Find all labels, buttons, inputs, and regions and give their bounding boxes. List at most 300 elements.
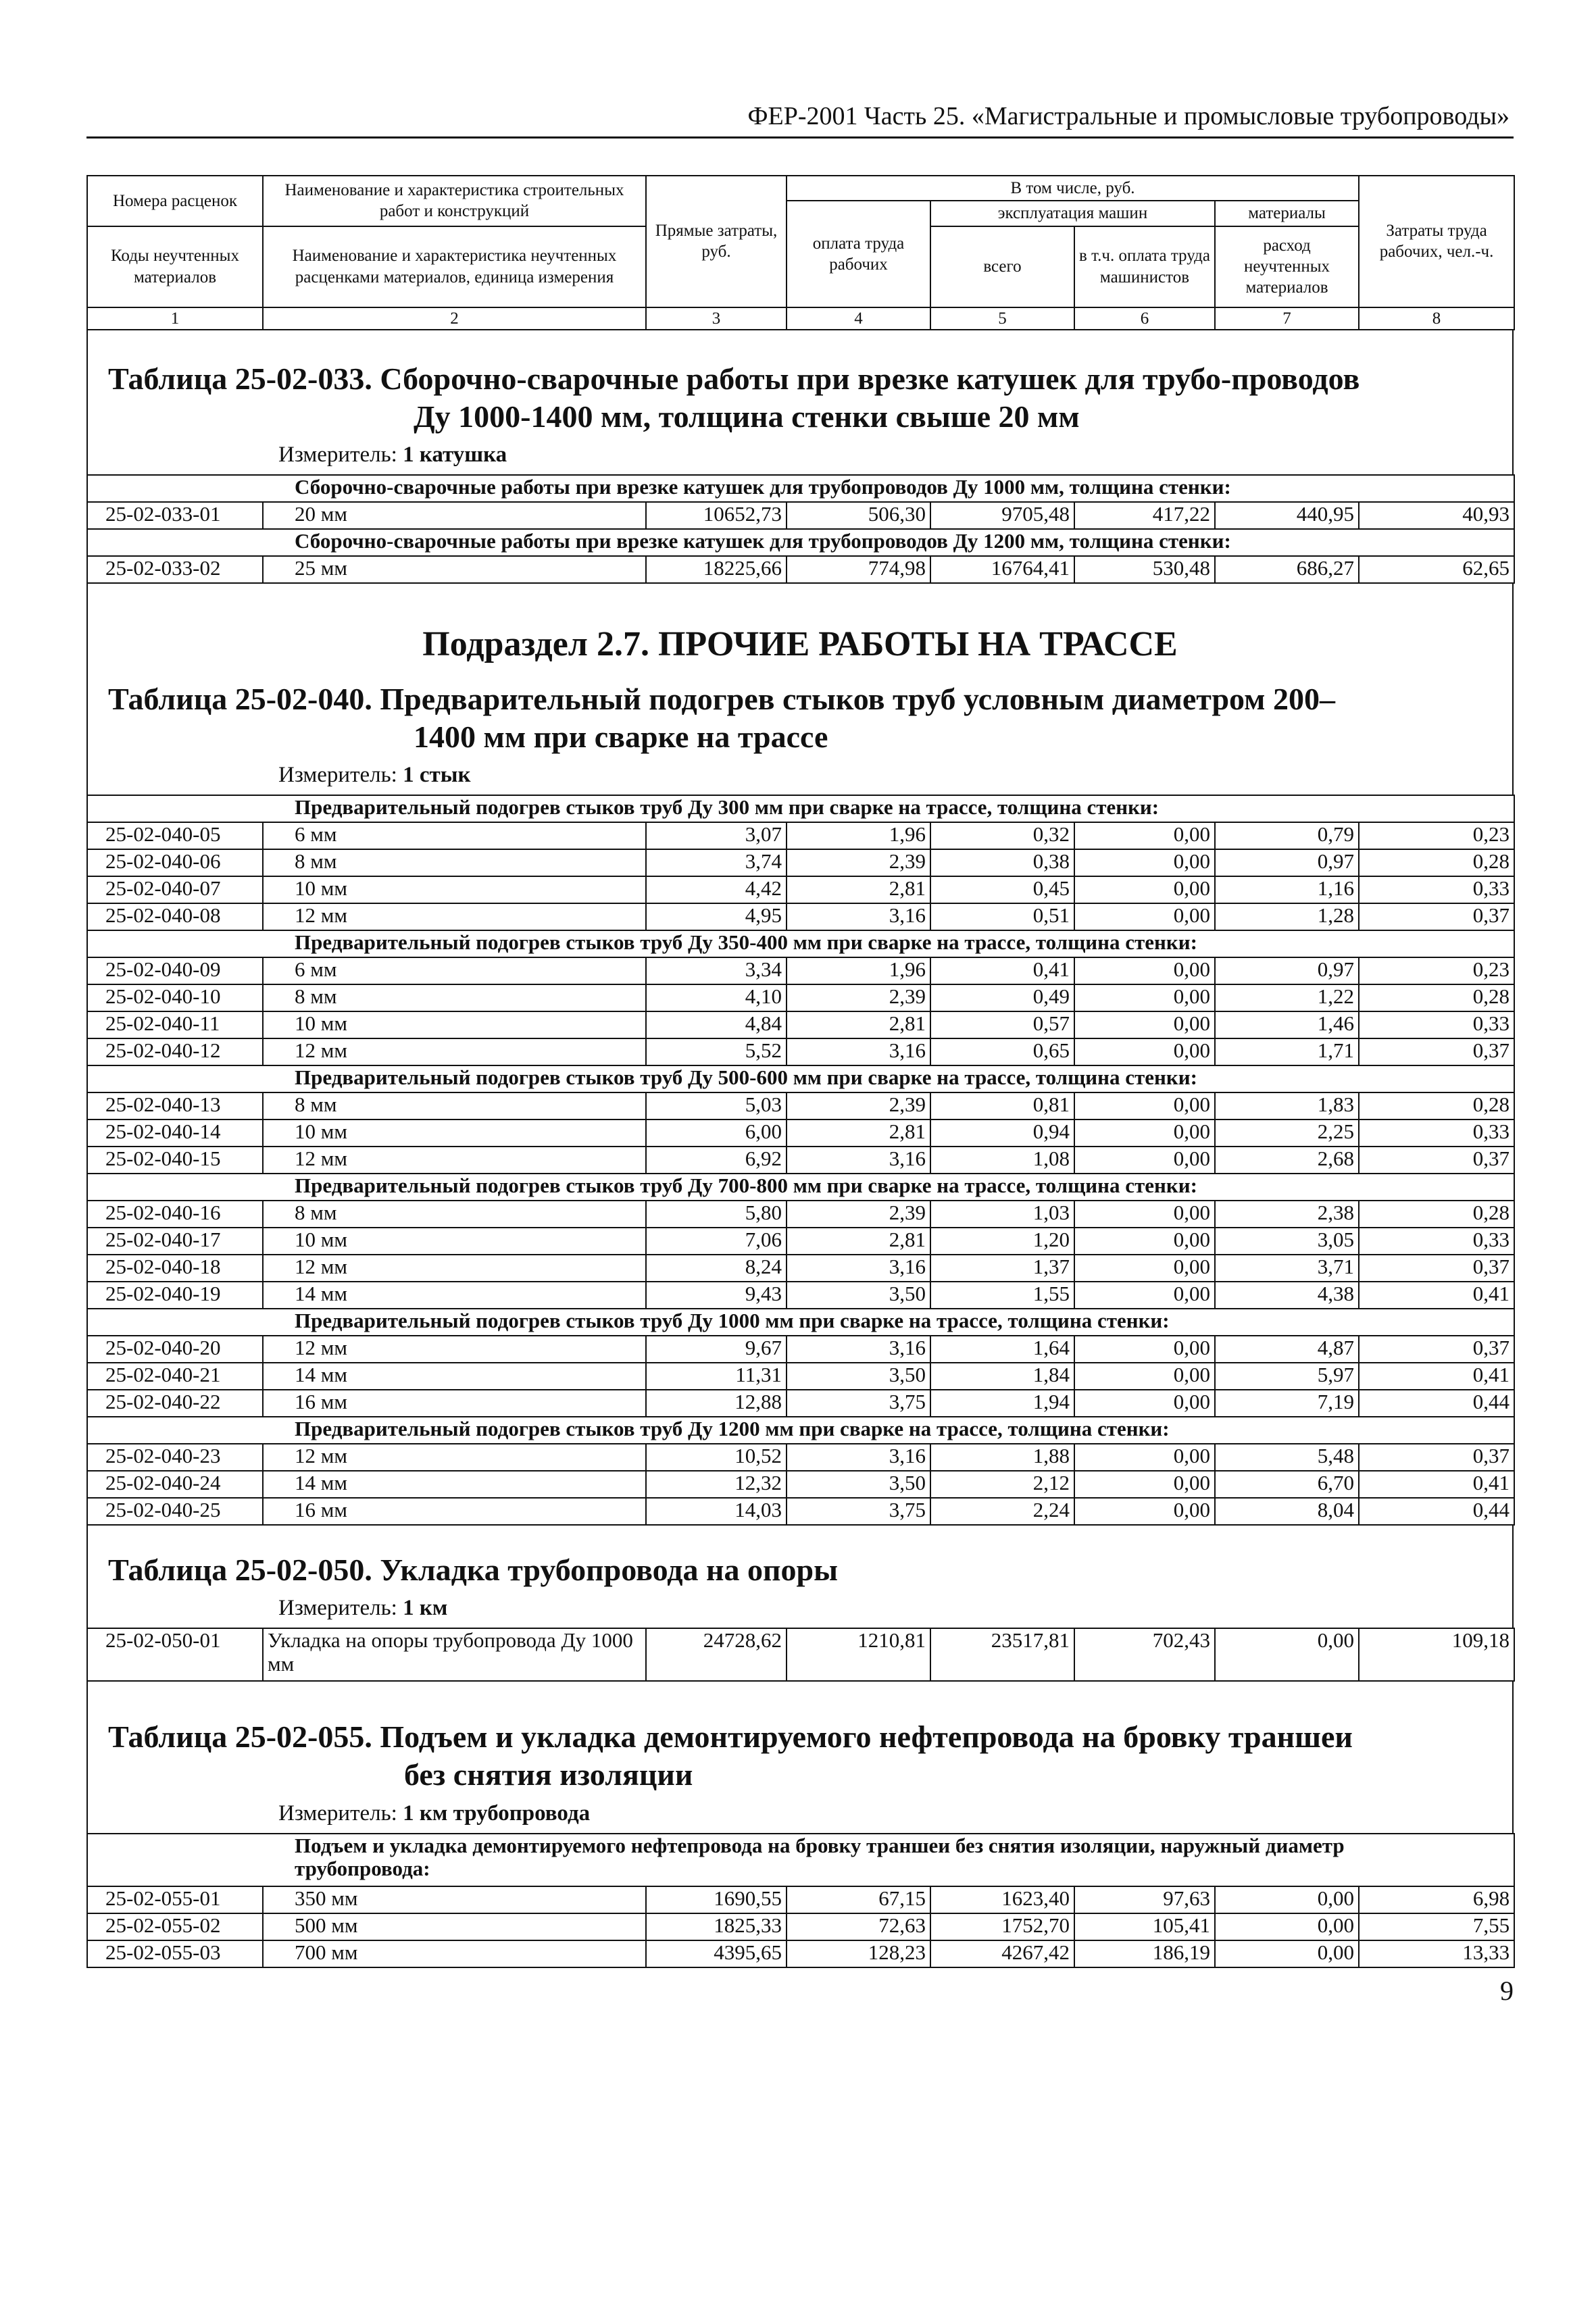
group-heading: Предварительный подогрев стыков труб Ду 300 мм при сварке на трассе, толщина стенки: [87,795,1514,822]
work-name: 12 мм [263,1038,646,1065]
machinists-pay: 0,00 [1074,1471,1215,1498]
materials: 6,70 [1215,1471,1359,1498]
machinists-pay: 0,00 [1074,876,1215,903]
rate-code: 25-02-040-05 [87,822,263,849]
direct-costs: 12,88 [646,1390,787,1417]
machinists-pay: 97,63 [1074,1886,1215,1913]
work-name: 6 мм [263,822,646,849]
labor-hours: 13,33 [1359,1940,1514,1967]
table-row [87,1390,1514,1417]
materials: 0,97 [1215,849,1359,876]
table-040-title-line2: 1400 мм при сварке на трассе [414,720,828,755]
rate-code: 25-02-055-01 [87,1886,263,1913]
page-number: 9 [1500,1975,1514,2006]
work-name: 8 мм [263,1092,646,1120]
rate-code: 25-02-040-19 [87,1282,263,1309]
work-name: 10 мм [263,1011,646,1038]
machinists-pay: 0,00 [1074,1038,1215,1065]
group-heading: Предварительный подогрев стыков труб Ду 700-800 мм при сварке на трассе, толщина стенки: [87,1174,1514,1201]
table-040 [86,795,1515,1526]
rate-code: 25-02-040-22 [87,1390,263,1417]
materials: 1,16 [1215,876,1359,903]
header-col3: Прямые затраты, руб. [646,176,787,307]
materials: 440,95 [1215,502,1359,529]
table-040-measure [88,756,1512,795]
table-row [87,502,1514,529]
materials: 2,38 [1215,1201,1359,1228]
machines-total: 2,12 [930,1471,1074,1498]
labor-pay: 3,50 [787,1282,930,1309]
rate-code: 25-02-040-12 [87,1038,263,1065]
table-033 [86,474,1515,584]
table-040-title [88,674,1512,756]
work-name: 12 мм [263,903,646,930]
machines-total: 4267,42 [930,1940,1074,1967]
machinists-pay: 0,00 [1074,849,1215,876]
header-group: В том числе, руб. [787,176,1359,201]
labor-pay: 1,96 [787,957,930,984]
measure-value: 1 стык [403,763,471,788]
direct-costs: 5,52 [646,1038,787,1065]
direct-costs: 14,03 [646,1498,787,1525]
machines-total: 1623,40 [930,1886,1074,1913]
labor-hours: 0,23 [1359,822,1514,849]
measure-label: Измеритель: [278,1596,403,1621]
table-row [87,1092,1514,1120]
labor-pay: 2,81 [787,1011,930,1038]
rate-code: 25-02-050-01 [87,1628,263,1681]
table-group-heading-row [87,1417,1514,1444]
rate-code: 25-02-040-24 [87,1471,263,1498]
measure-value: 1 катушка [403,442,507,467]
table-group-heading-row [87,795,1514,822]
direct-costs: 4,10 [646,984,787,1011]
table-row [87,1886,1514,1913]
direct-costs: 5,03 [646,1092,787,1120]
labor-hours: 6,98 [1359,1886,1514,1913]
machines-total: 1,37 [930,1255,1074,1282]
labor-hours: 0,33 [1359,1120,1514,1147]
labor-pay: 1,96 [787,822,930,849]
labor-pay: 2,39 [787,984,930,1011]
work-name: 12 мм [263,1336,646,1363]
table-050-title-line1: Таблица 25-02-050. Укладка трубопровода на опоры [108,1553,839,1588]
table-row [87,1628,1514,1681]
materials: 0,00 [1215,1886,1359,1913]
labor-pay: 506,30 [787,502,930,529]
labor-hours: 0,33 [1359,1228,1514,1255]
labor-hours: 40,93 [1359,502,1514,529]
header-col2-top: Наименование и характеристика строительных работ и конструкций [263,176,646,226]
labor-hours: 0,41 [1359,1282,1514,1309]
labor-hours: 0,37 [1359,1038,1514,1065]
table-group-heading-row [87,475,1514,502]
direct-costs: 11,31 [646,1363,787,1390]
machinists-pay: 0,00 [1074,903,1215,930]
header-rule [86,136,1514,139]
table-055-block [86,1682,1514,1832]
rate-code: 25-02-040-07 [87,876,263,903]
labor-pay: 3,16 [787,1255,930,1282]
table-050-block [86,1526,1514,1628]
subsection-block [86,584,1514,674]
materials: 5,48 [1215,1444,1359,1471]
materials: 1,46 [1215,1011,1359,1038]
header-col1-bottom: Коды неучтенных материалов [87,226,263,307]
labor-pay: 3,16 [787,1038,930,1065]
work-name: 8 мм [263,984,646,1011]
table-050 [86,1628,1515,1682]
materials: 8,04 [1215,1498,1359,1525]
direct-costs: 24728,62 [646,1628,787,1681]
work-name: 500 мм [263,1913,646,1940]
machines-total: 0,51 [930,903,1074,930]
work-name: 20 мм [263,502,646,529]
table-row [87,1038,1514,1065]
work-name: 14 мм [263,1282,646,1309]
table-055-title-line2: без снятия изоляции [404,1757,693,1792]
direct-costs: 7,06 [646,1228,787,1255]
subsection-heading: Подраздел 2.7. ПРОЧИЕ РАБОТЫ НА ТРАССЕ [422,624,1178,663]
direct-costs: 4,42 [646,876,787,903]
work-name: 12 мм [263,1444,646,1471]
machinists-pay: 0,00 [1074,1498,1215,1525]
header-num-1: 1 [87,307,263,330]
machinists-pay: 0,00 [1074,1120,1215,1147]
machines-total: 1,64 [930,1336,1074,1363]
labor-pay: 3,75 [787,1390,930,1417]
labor-hours: 0,41 [1359,1471,1514,1498]
table-row [87,876,1514,903]
labor-pay: 3,50 [787,1363,930,1390]
labor-hours: 0,37 [1359,1336,1514,1363]
labor-hours: 0,28 [1359,849,1514,876]
direct-costs: 9,43 [646,1282,787,1309]
group-heading: Предварительный подогрев стыков труб Ду 350-400 мм при сварке на трассе, толщина стенки: [87,930,1514,957]
machines-total: 0,94 [930,1120,1074,1147]
table-050-title [88,1526,1512,1589]
machines-total: 1,88 [930,1444,1074,1471]
materials: 0,00 [1215,1940,1359,1967]
machinists-pay: 0,00 [1074,1390,1215,1417]
table-row [87,1011,1514,1038]
labor-pay: 67,15 [787,1886,930,1913]
work-name: 14 мм [263,1363,646,1390]
table-033-measure [88,436,1512,474]
labor-hours: 0,44 [1359,1498,1514,1525]
group-heading: Сборочно-сварочные работы при врезке катушек для трубопроводов Ду 1200 мм, толщина стенки: [87,529,1514,556]
machines-total: 1,20 [930,1228,1074,1255]
group-heading: Предварительный подогрев стыков труб Ду 1000 мм при сварке на трассе, толщина стенки: [87,1309,1514,1336]
labor-hours: 0,41 [1359,1363,1514,1390]
labor-pay: 72,63 [787,1913,930,1940]
work-name: 700 мм [263,1940,646,1967]
header-col2-bottom: Наименование и характеристика неучтенных расценками материалов, единица измерения [263,226,646,307]
table-row [87,1336,1514,1363]
column-header-table [86,175,1515,330]
table-row [87,903,1514,930]
machines-total: 1,55 [930,1282,1074,1309]
direct-costs: 4,95 [646,903,787,930]
labor-pay: 3,16 [787,1444,930,1471]
labor-hours: 0,28 [1359,1092,1514,1120]
table-row [87,1120,1514,1147]
labor-pay: 3,16 [787,1336,930,1363]
group-heading: Сборочно-сварочные работы при врезке катушек для трубопроводов Ду 1000 мм, толщина стенки: [87,475,1514,502]
rate-code: 25-02-040-23 [87,1444,263,1471]
machines-total: 23517,81 [930,1628,1074,1681]
labor-pay: 3,16 [787,903,930,930]
machines-total: 0,49 [930,984,1074,1011]
machinists-pay: 0,00 [1074,1282,1215,1309]
rate-code: 25-02-040-16 [87,1201,263,1228]
machines-total: 9705,48 [930,502,1074,529]
machinists-pay: 0,00 [1074,957,1215,984]
labor-hours: 109,18 [1359,1628,1514,1681]
table-row [87,1255,1514,1282]
header-col8: Затраты труда рабочих, чел.-ч. [1359,176,1514,307]
machinists-pay: 530,48 [1074,556,1215,583]
table-033-block [86,330,1514,474]
rate-code: 25-02-040-08 [87,903,263,930]
rate-code: 25-02-040-11 [87,1011,263,1038]
table-033-title [88,330,1512,436]
table-055 [86,1833,1515,1968]
group-heading: Предварительный подогрев стыков труб Ду 500-600 мм при сварке на трассе, толщина стенки: [87,1065,1514,1092]
machines-total: 1,84 [930,1363,1074,1390]
materials: 3,71 [1215,1255,1359,1282]
machinists-pay: 0,00 [1074,1363,1215,1390]
rate-code: 25-02-040-06 [87,849,263,876]
table-row [87,984,1514,1011]
work-name: 14 мм [263,1471,646,1498]
machinists-pay: 186,19 [1074,1940,1215,1967]
machinists-pay: 0,00 [1074,1092,1215,1120]
direct-costs: 5,80 [646,1201,787,1228]
header-num-4: 4 [787,307,930,330]
machinists-pay: 0,00 [1074,1255,1215,1282]
rate-code: 25-02-040-21 [87,1363,263,1390]
measure-value: 1 км [403,1596,448,1621]
rate-code: 25-02-040-15 [87,1147,263,1174]
rate-code: 25-02-040-20 [87,1336,263,1363]
header-col6: в т.ч. оплата труда машинистов [1074,226,1215,307]
direct-costs: 8,24 [646,1255,787,1282]
materials: 1,83 [1215,1092,1359,1120]
direct-costs: 3,74 [646,849,787,876]
header-col1-top: Номера расценок [87,176,263,226]
machinists-pay: 0,00 [1074,822,1215,849]
rate-code: 25-02-040-14 [87,1120,263,1147]
materials: 5,97 [1215,1363,1359,1390]
table-row [87,849,1514,876]
work-name: 12 мм [263,1147,646,1174]
materials: 7,19 [1215,1390,1359,1417]
machinists-pay: 0,00 [1074,1336,1215,1363]
table-group-heading-row [87,529,1514,556]
materials: 1,71 [1215,1038,1359,1065]
table-033-title-line2: Ду 1000-1400 мм, толщина стенки свыше 20 мм [414,399,1080,434]
direct-costs: 18225,66 [646,556,787,583]
labor-pay: 3,50 [787,1471,930,1498]
table-row [87,1201,1514,1228]
header-col7: расход неучтенных материалов [1215,226,1359,307]
materials: 0,97 [1215,957,1359,984]
machinists-pay: 105,41 [1074,1913,1215,1940]
rate-code: 25-02-040-09 [87,957,263,984]
table-row [87,1282,1514,1309]
work-name: 10 мм [263,1120,646,1147]
table-group-heading-row [87,1309,1514,1336]
machinists-pay: 702,43 [1074,1628,1215,1681]
labor-hours: 0,23 [1359,957,1514,984]
document-page [86,101,1514,2006]
machinists-pay: 0,00 [1074,1201,1215,1228]
labor-hours: 0,33 [1359,876,1514,903]
machines-total: 0,41 [930,957,1074,984]
rate-code: 25-02-040-13 [87,1092,263,1120]
work-name: 16 мм [263,1390,646,1417]
work-name: 25 мм [263,556,646,583]
machines-total: 0,38 [930,849,1074,876]
table-040-block [86,674,1514,795]
machines-total: 0,81 [930,1092,1074,1120]
labor-pay: 774,98 [787,556,930,583]
table-033-title-line1: Таблица 25-02-033. Сборочно-сварочные работы при врезке катушек для трубо-проводов [108,361,1360,396]
work-name: 350 мм [263,1886,646,1913]
header-num-8: 8 [1359,307,1514,330]
direct-costs: 3,07 [646,822,787,849]
labor-pay: 128,23 [787,1940,930,1967]
machines-total: 2,24 [930,1498,1074,1525]
direct-costs: 1690,55 [646,1886,787,1913]
machines-total: 1,94 [930,1390,1074,1417]
group-heading: Предварительный подогрев стыков труб Ду 1200 мм при сварке на трассе, толщина стенки: [87,1417,1514,1444]
rate-code: 25-02-040-25 [87,1498,263,1525]
measure-label: Измеритель: [278,763,403,788]
measure-label: Измеритель: [278,442,403,467]
labor-hours: 0,37 [1359,1255,1514,1282]
work-name: Укладка на опоры трубопровода Ду 1000 мм [263,1628,646,1681]
direct-costs: 3,34 [646,957,787,984]
header-col4: оплата труда рабочих [787,201,930,307]
table-row [87,1498,1514,1525]
work-name: 10 мм [263,876,646,903]
labor-pay: 3,16 [787,1147,930,1174]
materials: 686,27 [1215,556,1359,583]
machines-total: 1,08 [930,1147,1074,1174]
table-row [87,1228,1514,1255]
materials: 0,00 [1215,1628,1359,1681]
direct-costs: 6,00 [646,1120,787,1147]
labor-pay: 2,81 [787,1228,930,1255]
materials: 4,38 [1215,1282,1359,1309]
table-row [87,1913,1514,1940]
table-055-title [88,1682,1512,1794]
materials: 1,22 [1215,984,1359,1011]
rate-code: 25-02-033-01 [87,502,263,529]
materials: 0,00 [1215,1913,1359,1940]
labor-pay: 2,39 [787,1092,930,1120]
table-055-title-line1: Таблица 25-02-055. Подъем и укладка демонтируемого нефтепровода на бровку траншеи [108,1719,1353,1755]
materials: 0,79 [1215,822,1359,849]
header-num-5: 5 [930,307,1074,330]
table-row [87,1471,1514,1498]
running-head: ФЕР-2001 Часть 25. «Магистральные и промысловые трубопроводы» [747,102,1510,130]
machinists-pay: 0,00 [1074,1444,1215,1471]
machinists-pay: 0,00 [1074,1228,1215,1255]
group-heading: Подъем и укладка демонтируемого нефтепровода на бровку траншеи без снятия изоляции, наружный диаметр трубопровода: [87,1834,1514,1886]
materials: 2,25 [1215,1120,1359,1147]
header-num-6: 6 [1074,307,1215,330]
work-name: 8 мм [263,849,646,876]
labor-pay: 2,81 [787,876,930,903]
machines-total: 0,32 [930,822,1074,849]
labor-pay: 2,39 [787,1201,930,1228]
labor-pay: 2,39 [787,849,930,876]
table-row [87,1940,1514,1967]
machinists-pay: 0,00 [1074,1147,1215,1174]
table-group-heading-row [87,1834,1514,1886]
rate-code: 25-02-055-03 [87,1940,263,1967]
machines-total: 1,03 [930,1201,1074,1228]
direct-costs: 1825,33 [646,1913,787,1940]
materials: 4,87 [1215,1336,1359,1363]
rate-code: 25-02-040-10 [87,984,263,1011]
direct-costs: 10,52 [646,1444,787,1471]
header-num-3: 3 [646,307,787,330]
direct-costs: 6,92 [646,1147,787,1174]
machines-total: 1752,70 [930,1913,1074,1940]
header-num-2: 2 [263,307,646,330]
machines-total: 0,45 [930,876,1074,903]
materials: 1,28 [1215,903,1359,930]
labor-hours: 0,28 [1359,984,1514,1011]
labor-hours: 0,37 [1359,1444,1514,1471]
rate-code: 25-02-040-17 [87,1228,263,1255]
header-col5: всего [930,226,1074,307]
table-row [87,957,1514,984]
materials: 3,05 [1215,1228,1359,1255]
labor-hours: 0,44 [1359,1390,1514,1417]
header-machines: эксплуатация машин [930,201,1215,226]
machinists-pay: 0,00 [1074,1011,1215,1038]
rate-code: 25-02-040-18 [87,1255,263,1282]
table-group-heading-row [87,1065,1514,1092]
labor-pay: 2,81 [787,1120,930,1147]
labor-hours: 0,37 [1359,1147,1514,1174]
labor-hours: 0,28 [1359,1201,1514,1228]
table-040-title-line1: Таблица 25-02-040. Предварительный подогрев стыков труб условным диаметром 200– [108,681,1335,716]
table-group-heading-row [87,930,1514,957]
machines-total: 16764,41 [930,556,1074,583]
machinists-pay: 0,00 [1074,984,1215,1011]
work-name: 10 мм [263,1228,646,1255]
table-row [87,822,1514,849]
header-materials: материалы [1215,201,1359,226]
table-group-heading-row [87,1174,1514,1201]
table-055-measure [88,1794,1512,1833]
measure-label: Измеритель: [278,1801,403,1826]
work-name: 6 мм [263,957,646,984]
work-name: 16 мм [263,1498,646,1525]
table-row [87,1444,1514,1471]
work-name: 8 мм [263,1201,646,1228]
rate-code: 25-02-055-02 [87,1913,263,1940]
measure-value: 1 км трубопровода [403,1801,591,1826]
table-row [87,1363,1514,1390]
machines-total: 0,65 [930,1038,1074,1065]
